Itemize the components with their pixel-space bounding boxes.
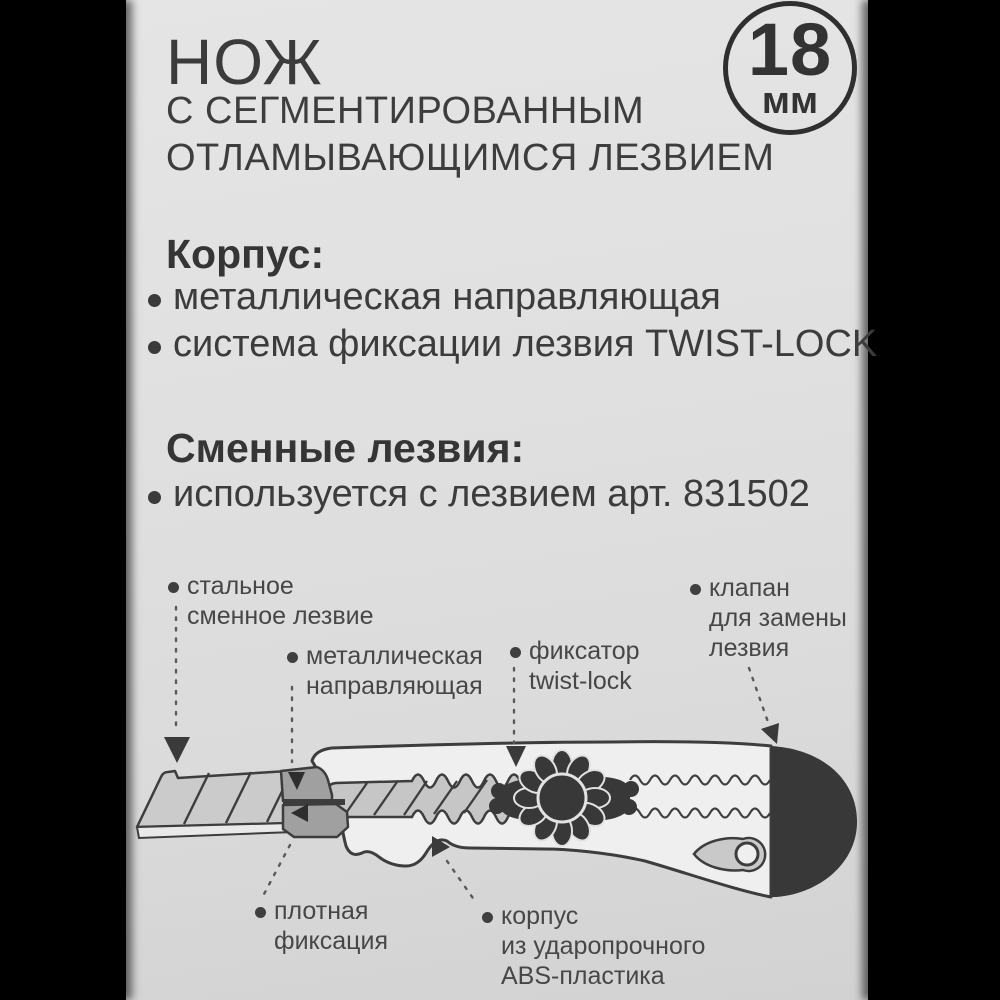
label-line: из ударопрочного <box>501 932 706 960</box>
bullet-dot <box>287 652 298 663</box>
feature-item-guide <box>148 275 721 319</box>
feature-text: используется с лезвием арт. 831502 <box>173 473 810 515</box>
label-abs-body <box>482 901 705 991</box>
bullet-dot <box>255 907 266 918</box>
product-title: НОЖ <box>166 26 323 98</box>
product-subtitle <box>166 88 774 182</box>
product-subtitle-line2: ОТЛАМЫВАЮЩИМСЯ ЛЕЗВИЕМ <box>166 137 775 179</box>
bullet-dot <box>148 294 161 307</box>
label-line: twist-lock <box>529 667 632 695</box>
feature-text: металлическая направляющая <box>173 276 721 318</box>
label-line: сменное лезвие <box>187 602 374 630</box>
label-steel-blade <box>168 571 374 631</box>
label-twist-lock <box>510 636 640 696</box>
feature-item-twistlock <box>148 322 877 366</box>
label-text <box>529 636 640 696</box>
label-text <box>187 571 374 631</box>
feature-text: система фиксации лезвия TWIST-LOCK <box>173 323 878 365</box>
section-heading-blades: Сменные лезвия: <box>166 425 525 471</box>
label-line: направляющая <box>306 672 483 700</box>
label-text <box>306 641 483 701</box>
label-line: для замены <box>709 604 847 632</box>
label-line: лезвия <box>709 634 790 662</box>
size-badge-unit: мм <box>761 80 819 123</box>
label-text <box>709 573 847 663</box>
bullet-dot <box>148 341 161 354</box>
size-badge-value: 18 <box>747 7 833 91</box>
bullet-dot <box>148 491 161 504</box>
bullet-dot <box>510 647 521 658</box>
label-text <box>501 901 705 991</box>
product-subtitle-line1: С СЕГМЕНТИРОВАННЫМ <box>166 90 645 132</box>
label-line: металлическая <box>306 642 483 670</box>
label-line: клапан <box>709 574 790 602</box>
section-heading-korpus: Корпус: <box>166 231 325 277</box>
size-badge <box>723 1 857 135</box>
label-line: фиксатор <box>529 637 640 665</box>
label-line: плотная <box>274 897 369 925</box>
label-line: корпус <box>501 902 579 930</box>
black-bar-left <box>0 0 126 1000</box>
bullet-dot <box>482 912 493 923</box>
label-line: ABS-пластика <box>501 962 665 990</box>
feature-item-blade-art <box>148 472 810 516</box>
label-line: фиксация <box>274 927 388 955</box>
bullet-dot <box>690 584 701 595</box>
label-metal-guide <box>287 641 483 701</box>
label-blade-valve <box>690 573 847 663</box>
black-bar-right <box>868 0 1000 1000</box>
label-line: стальное <box>187 572 294 600</box>
label-text <box>274 896 388 956</box>
bullet-dot <box>168 582 179 593</box>
label-tight-fixation <box>255 896 388 956</box>
